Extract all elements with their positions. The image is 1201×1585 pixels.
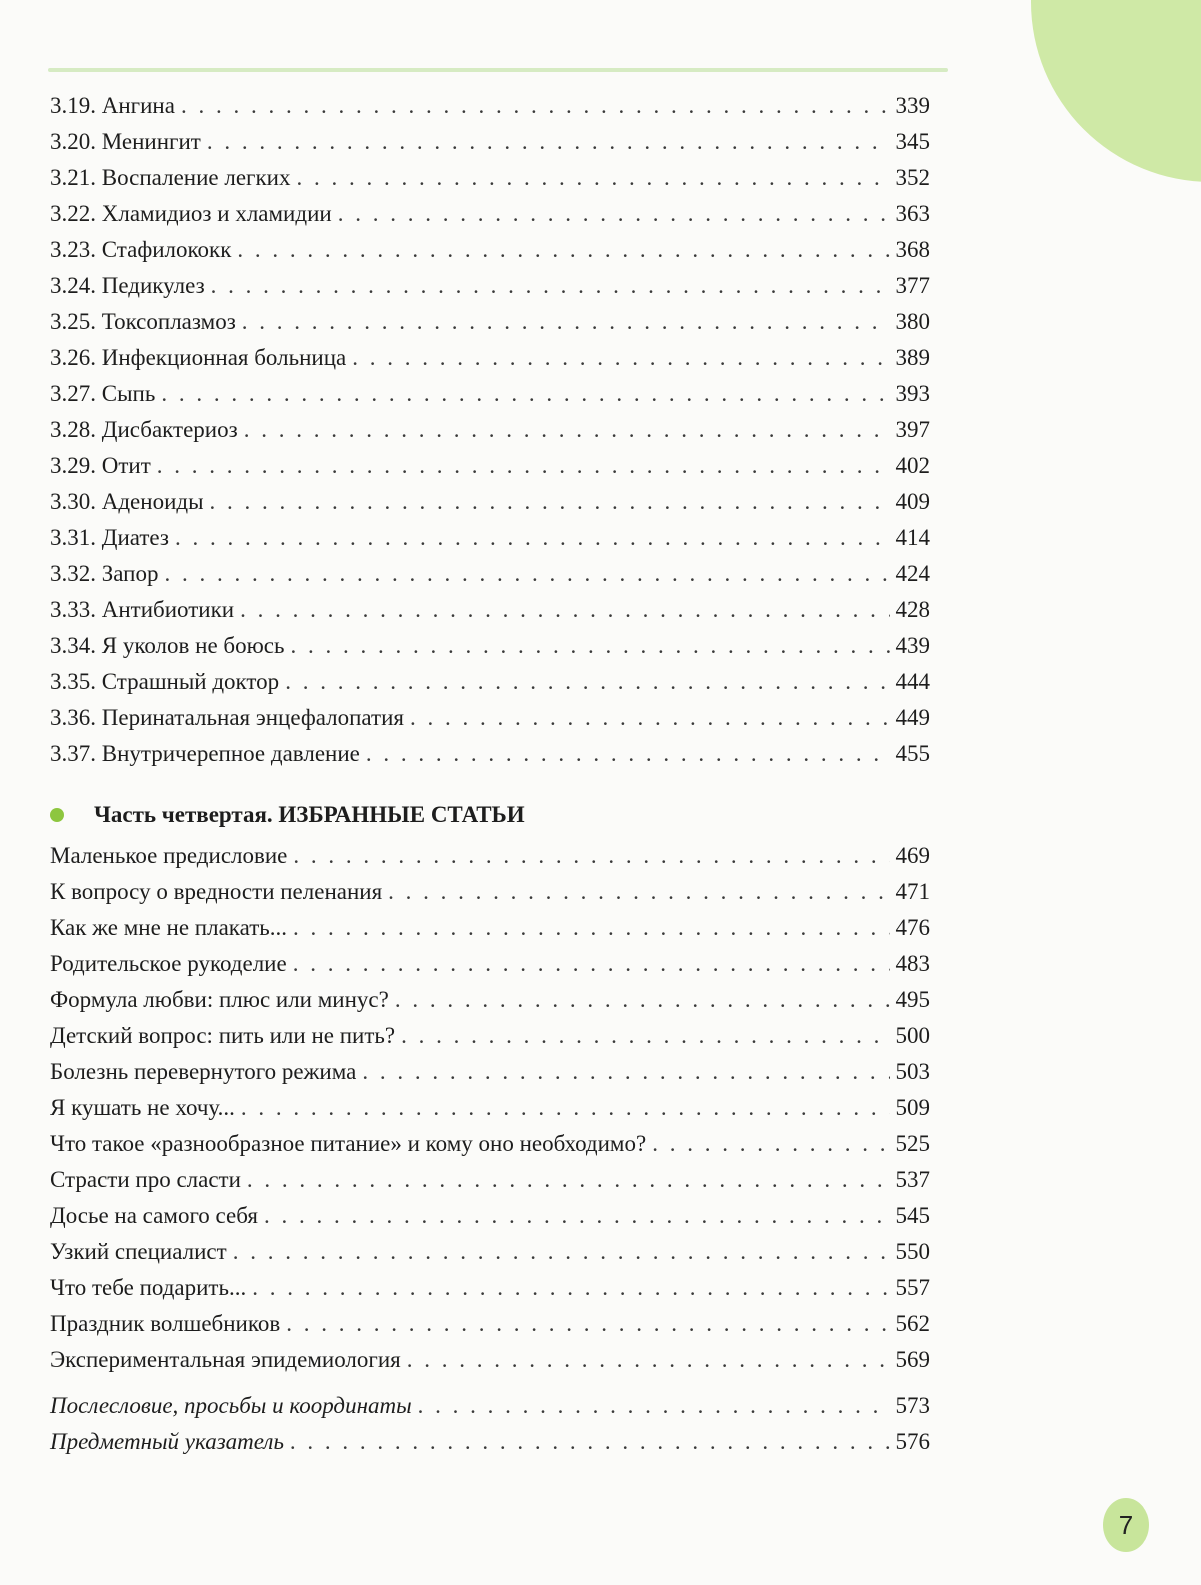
toc-entry-title: 3.30. Аденоиды [50, 489, 204, 514]
toc-entry-page: 397 [895, 417, 930, 442]
toc-entry-title: Что такое «разнообразное питание» и кому оно необходимо? [50, 1131, 647, 1156]
toc-entry[interactable] [50, 874, 930, 910]
toc-entry[interactable] [50, 1018, 930, 1054]
decorative-corner-arc [1031, 0, 1201, 182]
toc-entry[interactable] [50, 160, 930, 196]
table-of-contents [50, 88, 930, 1460]
toc-entry-page: 352 [895, 165, 930, 190]
toc-entry[interactable] [50, 838, 930, 874]
toc-entry-title: Предметный указатель [50, 1429, 284, 1454]
toc-entry-title: 3.31. Диатез [50, 525, 169, 550]
header-rule [48, 68, 948, 72]
toc-entry-page: 339 [895, 93, 930, 118]
toc-entry-page: 377 [895, 273, 930, 298]
dot-leader [352, 340, 889, 376]
toc-entry-page: 573 [895, 1393, 930, 1418]
toc-entry[interactable] [50, 1198, 930, 1234]
toc-entry-page: 509 [895, 1095, 930, 1120]
toc-entry-page: 471 [895, 879, 930, 904]
toc-entry-page: 380 [895, 309, 930, 334]
toc-entry-page: 550 [895, 1239, 930, 1264]
toc-entry[interactable] [50, 1126, 930, 1162]
dot-leader [264, 1198, 890, 1234]
dot-leader [244, 412, 890, 448]
toc-entry-page: 424 [895, 561, 930, 586]
toc-entry-page: 483 [895, 951, 930, 976]
toc-entry-title: Формула любви: плюс или минус? [50, 987, 389, 1012]
toc-entry[interactable] [50, 1388, 930, 1424]
toc-entry-title: 3.23. Стафилококк [50, 237, 232, 262]
toc-entry-page: 500 [895, 1023, 930, 1048]
dot-leader [286, 1306, 889, 1342]
toc-entry-page: 449 [895, 705, 930, 730]
toc-entry-title: 3.24. Педикулез [50, 273, 205, 298]
dot-leader [395, 982, 890, 1018]
toc-entry-title: 3.32. Запор [50, 561, 159, 586]
toc-entry-title: Я кушать не хочу... [50, 1095, 235, 1120]
dot-leader [652, 1126, 889, 1162]
dot-leader [161, 376, 889, 412]
part4-heading-text: Часть четвертая. ИЗБРАННЫЕ СТАТЬИ [94, 802, 525, 827]
toc-entry-title: Досье на самого себя [50, 1203, 258, 1228]
toc-entry-page: 537 [895, 1167, 930, 1192]
toc-entry[interactable] [50, 448, 930, 484]
toc-entry-title: 3.35. Страшный доктор [50, 669, 280, 694]
toc-entry-page: 439 [895, 633, 930, 658]
toc-entry-title: 3.22. Хламидиоз и хламидии [50, 201, 332, 226]
dot-leader [290, 1424, 890, 1460]
toc-entry-title: 3.37. Внутричерепное давление [50, 741, 360, 766]
dot-leader [240, 592, 889, 628]
bullet-dot-icon [50, 808, 64, 822]
toc-entry-title: 3.34. Я уколов не боюсь [50, 633, 285, 658]
toc-entry[interactable] [50, 1090, 930, 1126]
toc-entry[interactable] [50, 628, 930, 664]
toc-entry[interactable] [50, 1424, 930, 1460]
toc-entry[interactable] [50, 1054, 930, 1090]
dot-leader [157, 448, 890, 484]
dot-leader [362, 1054, 889, 1090]
toc-entry[interactable] [50, 1270, 930, 1306]
dot-leader [290, 628, 889, 664]
toc-entry[interactable] [50, 910, 930, 946]
toc-entry-title: Страсти про сласти [50, 1167, 241, 1192]
toc-entry[interactable] [50, 340, 930, 376]
dot-leader [338, 196, 890, 232]
toc-entry-page: 503 [895, 1059, 930, 1084]
toc-entry-page: 576 [895, 1429, 930, 1454]
toc-entry[interactable] [50, 88, 930, 124]
toc-entry-page: 525 [895, 1131, 930, 1156]
toc-entry-page: 409 [895, 489, 930, 514]
dot-leader [293, 946, 890, 982]
toc-entry[interactable] [50, 412, 930, 448]
toc-entry[interactable] [50, 946, 930, 982]
toc-entry[interactable] [50, 304, 930, 340]
toc-entry-title: Маленькое предисловие [50, 843, 288, 868]
dot-leader [285, 664, 889, 700]
toc-entry[interactable] [50, 1306, 930, 1342]
toc-entry-page: 368 [895, 237, 930, 262]
toc-entry[interactable] [50, 736, 930, 772]
toc-entry[interactable] [50, 1234, 930, 1270]
toc-entry-page: 428 [895, 597, 930, 622]
back-matter-section [50, 1388, 930, 1460]
toc-entry-title: 3.27. Сыпь [50, 381, 156, 406]
toc-entry-title: Родительское рукоделие [50, 951, 287, 976]
dot-leader [181, 88, 890, 124]
toc-entry-title: 3.19. Ангина [50, 93, 175, 118]
toc-entry-title: К вопросу о вредности пеленания [50, 879, 383, 904]
toc-entry[interactable] [50, 268, 930, 304]
dot-leader [165, 556, 890, 592]
toc-entry-title: 3.26. Инфекционная больница [50, 345, 347, 370]
toc-entry-page: 455 [895, 741, 930, 766]
dot-leader [293, 910, 889, 946]
toc-entry-page: 557 [895, 1275, 930, 1300]
toc-entry-title: 3.36. Перинатальная энцефалопатия [50, 705, 404, 730]
dot-leader [210, 484, 890, 520]
toc-entry[interactable] [50, 982, 930, 1018]
toc-entry[interactable] [50, 520, 930, 556]
dot-leader [207, 124, 890, 160]
dot-leader [233, 1234, 890, 1270]
dot-leader [366, 736, 890, 772]
toc-entry-title: 3.33. Антибиотики [50, 597, 235, 622]
toc-entry[interactable] [50, 556, 930, 592]
toc-entry[interactable] [50, 1342, 930, 1378]
dot-leader [252, 1270, 889, 1306]
dot-leader [407, 1342, 890, 1378]
dot-leader [241, 1090, 890, 1126]
dot-leader [293, 838, 889, 874]
dot-leader [175, 520, 890, 556]
dot-leader [211, 268, 890, 304]
toc-entry-title: 3.20. Менингит [50, 129, 201, 154]
toc-entry-page: 402 [895, 453, 930, 478]
toc-entry-page: 414 [895, 525, 930, 550]
toc-entry-page: 545 [895, 1203, 930, 1228]
toc-entry-title: Послесловие, просьбы и координаты [50, 1393, 412, 1418]
part4-section [50, 838, 930, 1378]
toc-entry[interactable] [50, 1162, 930, 1198]
toc-entry[interactable] [50, 376, 930, 412]
dot-leader [247, 1162, 890, 1198]
toc-entry-page: 495 [895, 987, 930, 1012]
toc-entry-title: Узкий специалист [50, 1239, 227, 1264]
toc-entry-title: 3.25. Токсоплазмоз [50, 309, 236, 334]
toc-entry-page: 389 [895, 345, 930, 370]
toc-entry[interactable] [50, 196, 930, 232]
toc-entry-page: 469 [895, 843, 930, 868]
toc-entry-page: 363 [895, 201, 930, 226]
page-number-badge [1103, 1498, 1149, 1552]
toc-entry-page: 569 [895, 1347, 930, 1372]
toc-entry-title: Экспериментальная эпидемиология [50, 1347, 401, 1372]
toc-entry-page: 562 [895, 1311, 930, 1336]
toc-entry-page: 345 [895, 129, 930, 154]
toc-entry[interactable] [50, 664, 930, 700]
toc-entry-title: Детский вопрос: пить или не пить? [50, 1023, 396, 1048]
toc-entry[interactable] [50, 232, 930, 268]
toc-entry-title: 3.29. Отит [50, 453, 151, 478]
toc-entry[interactable] [50, 700, 930, 736]
dot-leader [401, 1018, 889, 1054]
dot-leader [242, 304, 890, 340]
dot-leader [418, 1388, 890, 1424]
dot-leader [410, 700, 890, 736]
toc-entry-title: 3.28. Дисбактериоз [50, 417, 238, 442]
dot-leader [237, 232, 889, 268]
dot-leader [388, 874, 889, 910]
toc-entry-title: Как же мне не плакать... [50, 915, 288, 940]
toc-entry-page: 476 [895, 915, 930, 940]
toc-entry-title: Что тебе подарить... [50, 1275, 247, 1300]
toc-entry[interactable] [50, 124, 930, 160]
toc-entry[interactable] [50, 592, 930, 628]
page-number: 7 [1118, 1509, 1134, 1540]
dot-leader [296, 160, 889, 196]
chapter3-section [50, 88, 930, 772]
toc-entry-title: 3.21. Воспаление легких [50, 165, 291, 190]
toc-entry-page: 444 [895, 669, 930, 694]
toc-entry-title: Болезнь перевернутого режима [50, 1059, 357, 1084]
toc-entry-page: 393 [895, 381, 930, 406]
part4-heading [50, 796, 930, 834]
toc-entry[interactable] [50, 484, 930, 520]
toc-entry-title: Праздник волшебников [50, 1311, 281, 1336]
